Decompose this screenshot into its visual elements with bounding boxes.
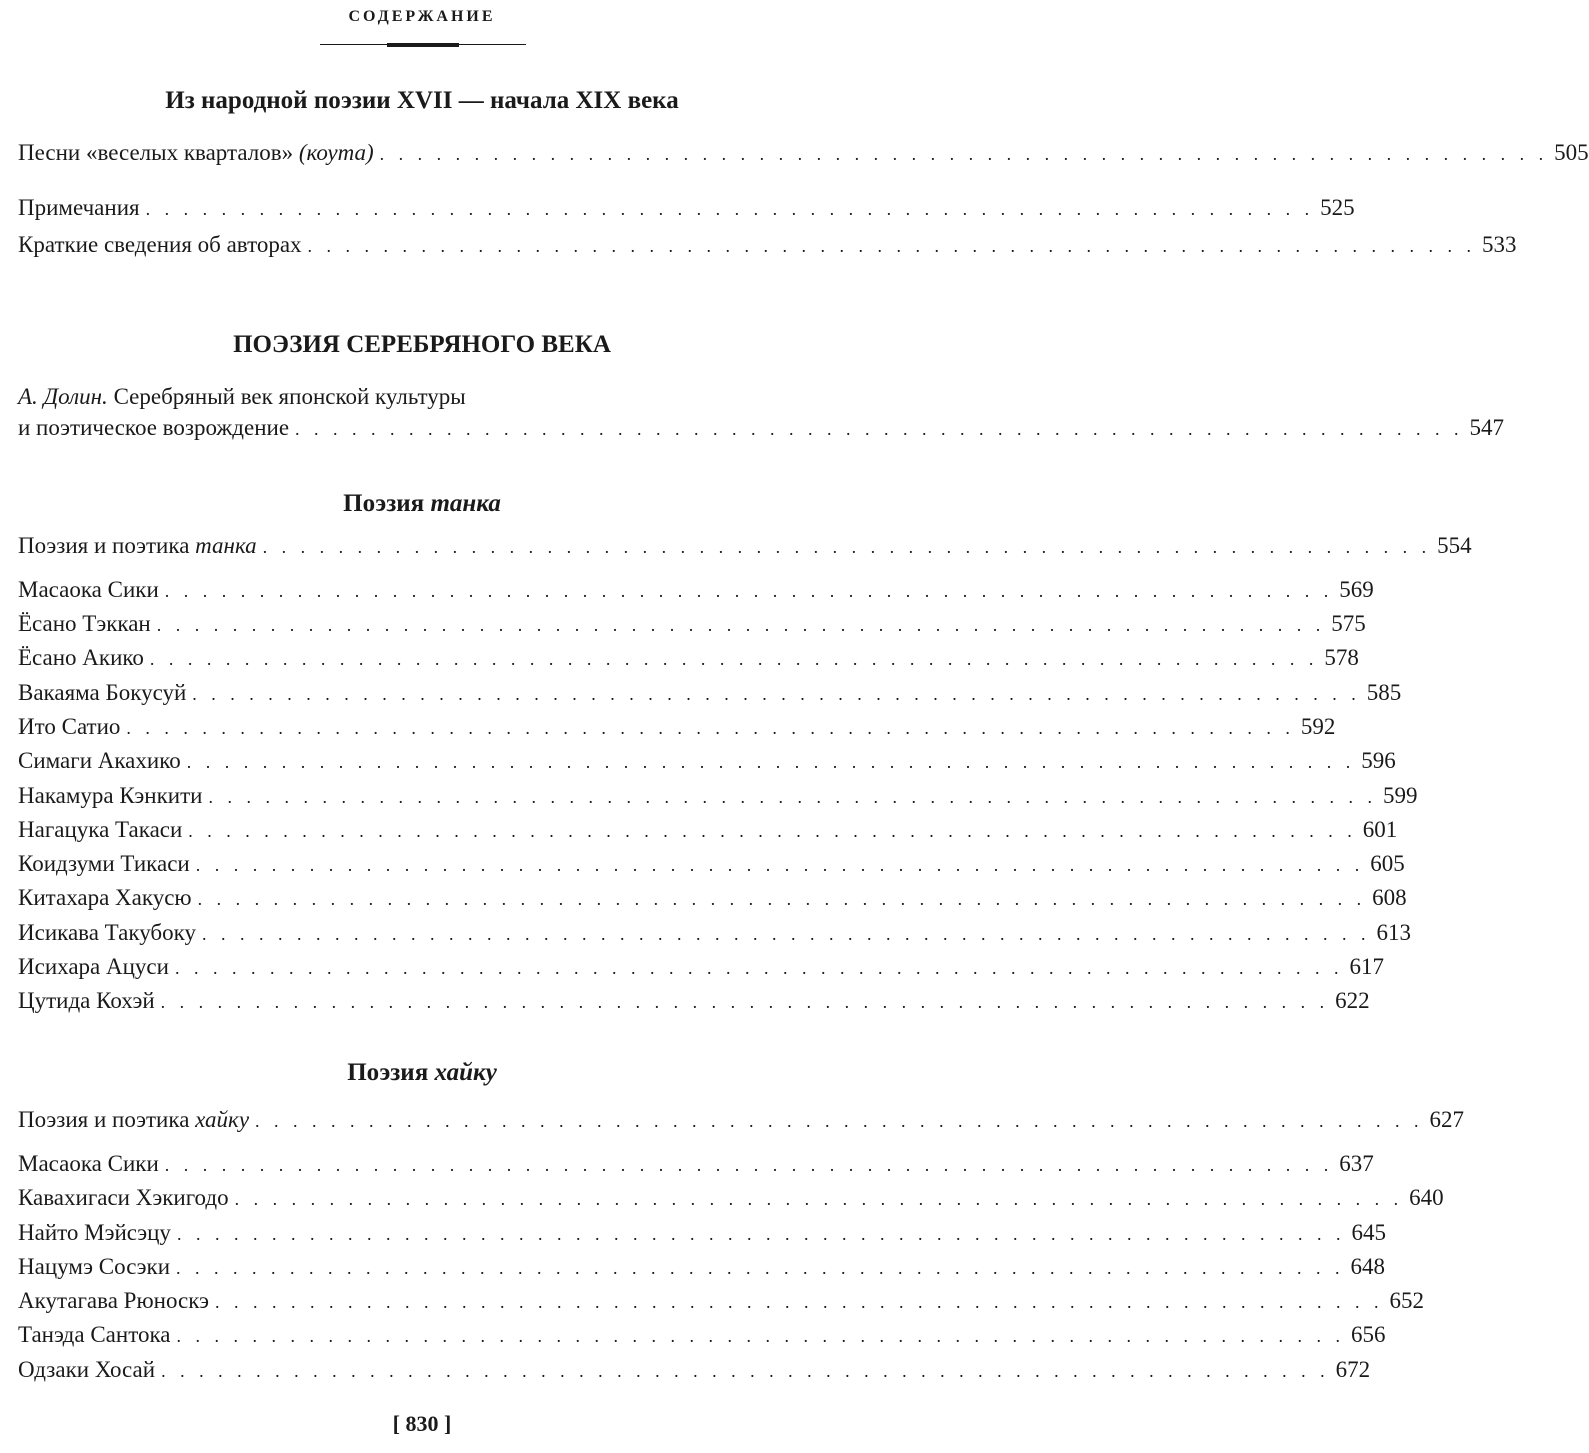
leader-dots: . . . . . . . . . . . . . . . . . . . . . . . . . . . . . . . . . . . . . . . . . . . . . . . . . . . . . . . . . . . . . . bbox=[195, 855, 1365, 875]
leader-dots: . . . . . . . . . . . . . . . . . . . . . . . . . . . . . . . . . . . . . . . . . . . . . . . . . . . . . . . . . . . . . . bbox=[255, 1111, 1424, 1131]
page-number: 533 bbox=[1482, 232, 1517, 257]
section-heading-silver-age: ПОЭЗИЯ СЕРЕБРЯНОГО ВЕКА bbox=[233, 331, 611, 358]
leader-dots: . . . . . . . . . . . . . . . . . . . . . . . . . . . . . . . . . . . . . . . . . . . . . . . . . . . . . . . . . . . . . . bbox=[234, 1189, 1404, 1209]
leader-dots: . . . . . . . . . . . . . . . . . . . . . . . . . . . . . . . . . . . . . . . . . . . . . . . . . . . . . . . . . . . . . . bbox=[174, 958, 1344, 978]
toc-entry[interactable]: Ито Сатио . . . . . . . . . . . . . . . . . . . . . . . . . . . . . . . . . . . . . . . . . . . . . . . . . . . . . . . . . . . . . . 592 bbox=[18, 711, 828, 743]
toc-entry[interactable]: Симаги Акахико . . . . . . . . . . . . . . . . . . . . . . . . . . . . . . . . . . . . . . . . . . . . . . . . . . . . . . . . . . . . . . 596 bbox=[18, 745, 828, 777]
leader-dots: . . . . . . . . . . . . . . . . . . . . . . . . . . . . . . . . . . . . . . . . . . . . . . . . . . . . . . . . . . . . . . bbox=[186, 752, 1356, 772]
leader-dots: . . . . . . . . . . . . . . . . . . . . . . . . . . . . . . . . . . . . . . . . . . . . . . . . . . . . . . . . . . . . . . bbox=[164, 581, 1334, 601]
toc-entry[interactable]: Масаока Сики . . . . . . . . . . . . . . . . . . . . . . . . . . . . . . . . . . . . . . . . . . . . . . . . . . . . . . . . . . . . . . 637 bbox=[18, 1148, 828, 1180]
leader-dots: . . . . . . . . . . . . . . . . . . . . . . . . . . . . . . . . . . . . . . . . . . . . . . . . . . . . . . . . . . . . . . bbox=[379, 144, 1549, 164]
page-number: 640 bbox=[1409, 1185, 1444, 1210]
toc-entry[interactable]: Коидзуми Тикаси . . . . . . . . . . . . . . . . . . . . . . . . . . . . . . . . . . . . . . . . . . . . . . . . . . . . . . . . . . . . . . 605 bbox=[18, 848, 828, 880]
toc-entry[interactable]: и поэтическое возрождение . . . . . . . . . . . . . . . . . . . . . . . . . . . . . . . . . . . . . . . . . . . . . . . . . . . . . . . . . . . . . . 547 bbox=[18, 412, 828, 444]
toc-entry[interactable]: Примечания . . . . . . . . . . . . . . . . . . . . . . . . . . . . . . . . . . . . . . . . . . . . . . . . . . . . . . . . . . . . . . 525 bbox=[18, 192, 828, 224]
leader-dots: . . . . . . . . . . . . . . . . . . . . . . . . . . . . . . . . . . . . . . . . . . . . . . . . . . . . . . . . . . . . . . bbox=[295, 419, 1464, 439]
leader-dots: . . . . . . . . . . . . . . . . . . . . . . . . . . . . . . . . . . . . . . . . . . . . . . . . . . . . . . . . . . . . . . bbox=[214, 1292, 1384, 1312]
page-number: 652 bbox=[1389, 1288, 1424, 1313]
page-number: 554 bbox=[1437, 533, 1472, 558]
header-rule-accent bbox=[387, 43, 459, 47]
toc-entry[interactable]: Кавахигаси Хэкигодо . . . . . . . . . . . . . . . . . . . . . . . . . . . . . . . . . . . . . . . . . . . . . . . . . . . . . . . . . . . . . . 640 bbox=[18, 1182, 828, 1214]
page-number: 627 bbox=[1429, 1107, 1465, 1132]
toc-entry[interactable]: Накамура Кэнкити . . . . . . . . . . . . . . . . . . . . . . . . . . . . . . . . . . . . . . . . . . . . . . . . . . . . . . . . . . . . . . 599 bbox=[18, 780, 828, 812]
toc-entry[interactable]: Ёсано Тэккан . . . . . . . . . . . . . . . . . . . . . . . . . . . . . . . . . . . . . . . . . . . . . . . . . . . . . . . . . . . . . . 575 bbox=[18, 608, 828, 640]
leader-dots: . . . . . . . . . . . . . . . . . . . . . . . . . . . . . . . . . . . . . . . . . . . . . . . . . . . . . . . . . . . . . . bbox=[176, 1258, 1345, 1278]
leader-dots: . . . . . . . . . . . . . . . . . . . . . . . . . . . . . . . . . . . . . . . . . . . . . . . . . . . . . . . . . . . . . . bbox=[188, 821, 1357, 841]
toc-entry[interactable]: Китахара Хакусю . . . . . . . . . . . . . . . . . . . . . . . . . . . . . . . . . . . . . . . . . . . . . . . . . . . . . . . . . . . . . . 608 bbox=[18, 882, 828, 914]
toc-entry[interactable]: Найто Мэйсэцу . . . . . . . . . . . . . . . . . . . . . . . . . . . . . . . . . . . . . . . . . . . . . . . . . . . . . . . . . . . . . . 645 bbox=[18, 1217, 828, 1249]
page-number: 605 bbox=[1370, 851, 1405, 876]
page-number: 585 bbox=[1366, 680, 1402, 705]
leader-dots: . . . . . . . . . . . . . . . . . . . . . . . . . . . . . . . . . . . . . . . . . . . . . . . . . . . . . . . . . . . . . . bbox=[262, 537, 1432, 557]
toc-entry[interactable]: Танэда Сантока . . . . . . . . . . . . . . . . . . . . . . . . . . . . . . . . . . . . . . . . . . . . . . . . . . . . . . . . . . . . . . 656 bbox=[18, 1319, 828, 1351]
page-number: 592 bbox=[1300, 714, 1336, 739]
leader-dots: . . . . . . . . . . . . . . . . . . . . . . . . . . . . . . . . . . . . . . . . . . . . . . . . . . . . . . . . . . . . . . bbox=[201, 924, 1371, 944]
leader-dots: . . . . . . . . . . . . . . . . . . . . . . . . . . . . . . . . . . . . . . . . . . . . . . . . . . . . . . . . . . . . . . bbox=[176, 1326, 1345, 1346]
toc-entry[interactable]: Нагацука Такаси . . . . . . . . . . . . . . . . . . . . . . . . . . . . . . . . . . . . . . . . . . . . . . . . . . . . . . . . . . . . . . 601 bbox=[18, 814, 828, 846]
page-number: 617 bbox=[1349, 954, 1384, 979]
leader-dots: . . . . . . . . . . . . . . . . . . . . . . . . . . . . . . . . . . . . . . . . . . . . . . . . . . . . . . . . . . . . . . bbox=[192, 684, 1361, 704]
running-head: СОДЕРЖАНИЕ bbox=[348, 8, 496, 25]
page-number: 578 bbox=[1324, 645, 1359, 670]
intro-line-1: А. Долин. Серебряный век японской культуры bbox=[18, 384, 466, 409]
leader-dots: . . . . . . . . . . . . . . . . . . . . . . . . . . . . . . . . . . . . . . . . . . . . . . . . . . . . . . . . . . . . . . bbox=[149, 649, 1319, 669]
subsection-heading-haiku: Поэзия хайку bbox=[347, 1059, 497, 1086]
toc-entry[interactable]: Песни «веселых кварталов» (коута) . . . . . . . . . . . . . . . . . . . . . . . . . . . . . . . . . . . . . . . . . . . . . . . . . . . . . . . . . . . . . . 505 bbox=[18, 137, 828, 169]
leader-dots: . . . . . . . . . . . . . . . . . . . . . . . . . . . . . . . . . . . . . . . . . . . . . . . . . . . . . . . . . . . . . . bbox=[176, 1224, 1346, 1244]
leader-dots: . . . . . . . . . . . . . . . . . . . . . . . . . . . . . . . . . . . . . . . . . . . . . . . . . . . . . . . . . . . . . . bbox=[197, 889, 1367, 909]
page-number: 569 bbox=[1339, 577, 1374, 602]
leader-dots: . . . . . . . . . . . . . . . . . . . . . . . . . . . . . . . . . . . . . . . . . . . . . . . . . . . . . . . . . . . . . . bbox=[208, 787, 1377, 807]
toc-entry[interactable]: Краткие сведения об авторах . . . . . . . . . . . . . . . . . . . . . . . . . . . . . . . . . . . . . . . . . . . . . . . . . . . . . . . . . . . . . . 533 bbox=[18, 229, 828, 261]
page-number: 601 bbox=[1362, 817, 1398, 842]
page-number: 645 bbox=[1351, 1220, 1386, 1245]
toc-entry[interactable]: Одзаки Хосай . . . . . . . . . . . . . . . . . . . . . . . . . . . . . . . . . . . . . . . . . . . . . . . . . . . . . . . . . . . . . . 672 bbox=[18, 1354, 828, 1386]
toc-entry[interactable]: Нацумэ Сосэки . . . . . . . . . . . . . . . . . . . . . . . . . . . . . . . . . . . . . . . . . . . . . . . . . . . . . . . . . . . . . . 648 bbox=[18, 1251, 828, 1283]
page-number: 575 bbox=[1331, 611, 1366, 636]
leader-dots: . . . . . . . . . . . . . . . . . . . . . . . . . . . . . . . . . . . . . . . . . . . . . . . . . . . . . . . . . . . . . . bbox=[307, 236, 1477, 256]
leader-dots: . . . . . . . . . . . . . . . . . . . . . . . . . . . . . . . . . . . . . . . . . . . . . . . . . . . . . . . . . . . . . . bbox=[161, 1361, 1330, 1381]
page-number: 599 bbox=[1382, 783, 1418, 808]
page-number: 656 bbox=[1350, 1322, 1386, 1347]
page-folio: [ 830 ] bbox=[392, 1411, 452, 1436]
page-number: 622 bbox=[1335, 988, 1370, 1013]
page-number: 637 bbox=[1339, 1151, 1374, 1176]
leader-dots: . . . . . . . . . . . . . . . . . . . . . . . . . . . . . . . . . . . . . . . . . . . . . . . . . . . . . . . . . . . . . . bbox=[126, 718, 1295, 738]
leader-dots: . . . . . . . . . . . . . . . . . . . . . . . . . . . . . . . . . . . . . . . . . . . . . . . . . . . . . . . . . . . . . . bbox=[156, 615, 1326, 635]
page-number: 608 bbox=[1372, 885, 1407, 910]
page-number: 525 bbox=[1320, 195, 1355, 220]
page-number: 505 bbox=[1554, 140, 1589, 165]
toc-entry[interactable]: Поэзия и поэтика танка . . . . . . . . . . . . . . . . . . . . . . . . . . . . . . . . . . . . . . . . . . . . . . . . . . . . . . . . . . . . . . 554 bbox=[18, 530, 828, 562]
section-heading-folk-poetry: Из народной поэзии XVII — начала XIX века bbox=[165, 87, 679, 114]
toc-entry[interactable]: Исихара Ацуси . . . . . . . . . . . . . . . . . . . . . . . . . . . . . . . . . . . . . . . . . . . . . . . . . . . . . . . . . . . . . . 617 bbox=[18, 951, 828, 983]
page-number: 547 bbox=[1469, 415, 1505, 440]
leader-dots: . . . . . . . . . . . . . . . . . . . . . . . . . . . . . . . . . . . . . . . . . . . . . . . . . . . . . . . . . . . . . . bbox=[160, 992, 1330, 1012]
page-number: 596 bbox=[1361, 748, 1396, 773]
toc-entry[interactable]: Ёсано Акико . . . . . . . . . . . . . . . . . . . . . . . . . . . . . . . . . . . . . . . . . . . . . . . . . . . . . . . . . . . . . . 578 bbox=[18, 642, 828, 674]
leader-dots: . . . . . . . . . . . . . . . . . . . . . . . . . . . . . . . . . . . . . . . . . . . . . . . . . . . . . . . . . . . . . . bbox=[145, 199, 1315, 219]
toc-entry[interactable]: Масаока Сики . . . . . . . . . . . . . . . . . . . . . . . . . . . . . . . . . . . . . . . . . . . . . . . . . . . . . . . . . . . . . . 569 bbox=[18, 574, 828, 606]
leader-dots: . . . . . . . . . . . . . . . . . . . . . . . . . . . . . . . . . . . . . . . . . . . . . . . . . . . . . . . . . . . . . . bbox=[164, 1155, 1334, 1175]
toc-entry[interactable]: Вакаяма Бокусуй . . . . . . . . . . . . . . . . . . . . . . . . . . . . . . . . . . . . . . . . . . . . . . . . . . . . . . . . . . . . . . 585 bbox=[18, 677, 828, 709]
page-number: 648 bbox=[1350, 1254, 1386, 1279]
subsection-heading-tanka: Поэзия танка bbox=[343, 490, 501, 517]
page-number: 613 bbox=[1376, 920, 1411, 945]
toc-entry[interactable]: Цутида Кохэй . . . . . . . . . . . . . . . . . . . . . . . . . . . . . . . . . . . . . . . . . . . . . . . . . . . . . . . . . . . . . . 622 bbox=[18, 985, 828, 1017]
toc-entry[interactable]: Акутагава Рюноскэ . . . . . . . . . . . . . . . . . . . . . . . . . . . . . . . . . . . . . . . . . . . . . . . . . . . . . . . . . . . . . . 652 bbox=[18, 1285, 828, 1317]
page-number: 672 bbox=[1335, 1357, 1371, 1382]
toc-entry[interactable]: Поэзия и поэтика хайку . . . . . . . . . . . . . . . . . . . . . . . . . . . . . . . . . . . . . . . . . . . . . . . . . . . . . . . . . . . . . . 627 bbox=[18, 1104, 828, 1136]
toc-entry[interactable]: Исикава Такубоку . . . . . . . . . . . . . . . . . . . . . . . . . . . . . . . . . . . . . . . . . . . . . . . . . . . . . . . . . . . . . . 613 bbox=[18, 917, 828, 949]
